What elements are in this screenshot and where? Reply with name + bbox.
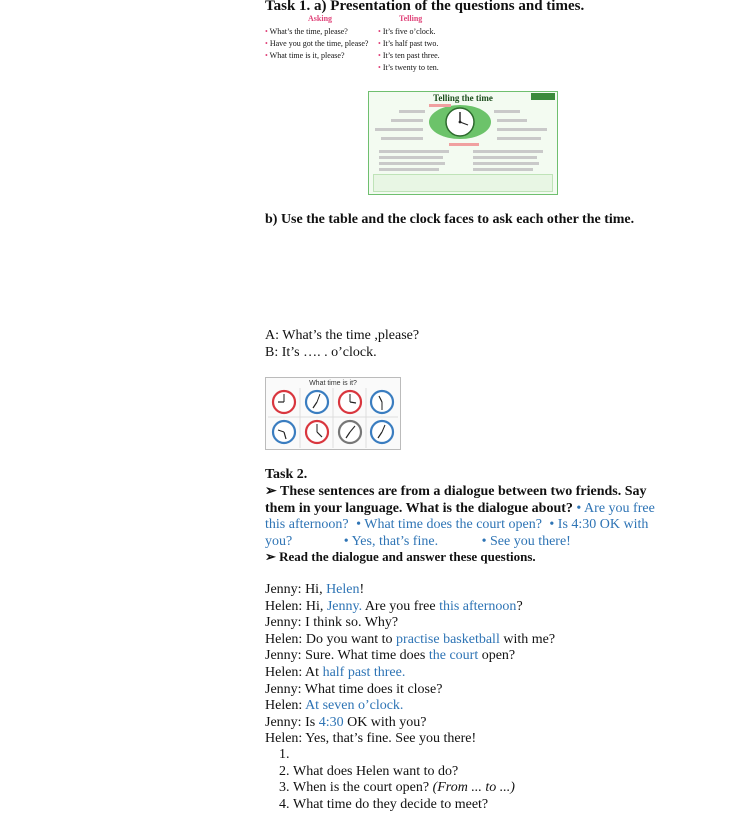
dialogue-text: open? <box>478 648 516 664</box>
questions-list <box>265 747 565 813</box>
highlighted-phrase: half past three. <box>322 664 406 680</box>
telling-item: • It’s ten past three. <box>378 51 440 60</box>
phrase-item: • Is 4:30 OK with you? <box>265 517 649 549</box>
dialog-line-a: A: What’s the time ,please? <box>265 328 420 343</box>
highlighted-phrase: Jenny. <box>326 598 363 614</box>
dialogue-line <box>265 615 555 632</box>
question-item: 4. What time do they decide to meet? <box>293 797 565 814</box>
telling-item: • It’s five o’clock. <box>378 27 436 36</box>
dialogue-text: ? <box>516 598 523 614</box>
speaker-name: Helen: <box>265 664 303 680</box>
dialogue-line <box>265 682 555 699</box>
question-hint: (From ... to ...) <box>432 780 515 796</box>
task2-title: Task 2. <box>265 467 308 482</box>
question-item <box>293 747 565 764</box>
dialog-line-b: B: It’s …. . o’clock. <box>265 345 377 360</box>
poster-text-line <box>494 110 520 113</box>
dialogue-text: Sure. What time does <box>301 648 429 664</box>
telling-list <box>378 26 440 74</box>
highlighted-phrase: this afternoon <box>439 598 517 614</box>
asking-item: • What time is it, please? <box>265 51 345 60</box>
clock-faces-grid <box>268 388 398 448</box>
poster-text-line <box>379 156 443 159</box>
dialogue-line <box>265 582 555 599</box>
speaker-name: Helen: <box>265 731 303 747</box>
asking-item: • What’s the time, please? <box>265 27 348 36</box>
poster-text-line <box>375 128 423 131</box>
poster-text-line <box>379 162 445 165</box>
speaker-name: Jenny: <box>265 648 302 664</box>
asking-item: • Have you got the time, please? <box>265 39 369 48</box>
dialogue-text: Hi, <box>302 598 327 614</box>
poster-text-line <box>379 168 439 171</box>
poster-text-line <box>473 168 533 171</box>
poster-badge <box>531 93 555 100</box>
phrase-item: • Yes, that’s fine. <box>343 533 439 549</box>
poster-text-line <box>497 128 547 131</box>
dialogue-line <box>265 648 555 665</box>
question-item: 3. When is the court open? (From ... to ...) <box>293 780 565 797</box>
phrase-item: • Are you free this afternoon? <box>265 500 655 533</box>
poster-text-line <box>399 110 425 113</box>
highlighted-phrase: 4:30 <box>318 714 344 730</box>
dialogue-text: Is <box>301 714 319 730</box>
dialogue-text: Yes, that’s fine. See you there! <box>302 731 477 747</box>
poster-text-line <box>449 143 479 146</box>
poster-title: Telling the time <box>433 93 493 103</box>
speaker-name: Jenny: <box>265 582 302 597</box>
speaker-name: Helen: <box>265 631 303 647</box>
poster-clock-icon <box>427 104 493 140</box>
clock-face-icon <box>371 391 393 413</box>
clock-faces-card <box>265 377 401 450</box>
task2-instruction <box>265 484 665 550</box>
dialogue-text: OK with you? <box>343 714 427 730</box>
highlighted-phrase: the court <box>428 648 479 664</box>
speaker-name: Helen: <box>265 598 303 614</box>
question-item: 2. What does Helen want to do? <box>293 764 565 781</box>
speaker-name: Jenny: <box>265 714 302 730</box>
dialogue-text: ! <box>359 582 365 597</box>
dialogue-line <box>265 599 555 616</box>
dialogue-text: At <box>302 664 323 680</box>
poster-text-line <box>473 162 539 165</box>
poster-text-line <box>497 137 541 140</box>
clock-card-caption: What time is it? <box>309 380 357 387</box>
dialogue-text: with me? <box>499 631 556 647</box>
task1-title: Task 1. a) Presentation of the questions and times. <box>265 0 585 14</box>
asking-list <box>265 26 368 62</box>
task2-instruction-text: ➢ These sentences are from a dialogue between two friends. Say them in your language. What is the dialogue about? <box>265 484 647 516</box>
dialogue-line <box>265 715 555 732</box>
poster-text-line <box>497 119 527 122</box>
dialogue <box>265 582 555 748</box>
phrase-item: • See you there! <box>481 533 571 549</box>
clock-face-icon <box>306 391 328 413</box>
highlighted-phrase: practise basketball <box>396 631 500 647</box>
clock-face-icon <box>306 421 328 443</box>
highlighted-phrase: At seven o’clock. <box>305 698 404 714</box>
speaker-name: Helen: <box>265 698 303 714</box>
clock-face-icon <box>273 421 295 443</box>
clock-face-icon <box>273 391 295 413</box>
clock-face-icon <box>339 421 361 443</box>
poster-text-line <box>381 137 423 140</box>
dialogue-line <box>265 698 555 715</box>
telling-item: • It’s twenty to ten. <box>378 63 439 72</box>
task1b-title: b) Use the table and the clock faces to ask each other the time. <box>265 212 635 227</box>
asking-header: Asking <box>308 14 333 23</box>
dialogue-text: Hi, <box>301 582 327 597</box>
dialogue-text: Do you want to <box>302 631 397 647</box>
dialogue-line <box>265 632 555 649</box>
speaker-name: Jenny: <box>265 681 302 697</box>
poster-text-line <box>391 119 423 122</box>
poster-text-line <box>429 104 451 107</box>
speaker-name: Jenny: <box>265 615 302 631</box>
dialogue-text: What time does it close? <box>301 681 443 697</box>
highlighted-phrase: Helen <box>326 582 360 597</box>
telling-header: Telling <box>399 14 423 23</box>
dialogue-line <box>265 731 555 748</box>
telling-time-poster <box>368 91 558 195</box>
clock-face-icon <box>371 421 393 443</box>
task2-instruction-read: ➢ Read the dialogue and answer these questions. <box>265 549 536 564</box>
poster-text-line <box>473 156 537 159</box>
telling-item: • It’s half past two. <box>378 39 439 48</box>
clock-face-icon <box>339 391 361 413</box>
dialogue-text: Are you free <box>362 598 440 614</box>
poster-text-line <box>379 150 449 153</box>
poster-footer <box>373 174 553 192</box>
dialogue-line <box>265 665 555 682</box>
poster-text-line <box>473 150 543 153</box>
phrase-item: • What time does the court open? <box>356 517 542 533</box>
dialogue-text: I think so. Why? <box>301 615 399 631</box>
